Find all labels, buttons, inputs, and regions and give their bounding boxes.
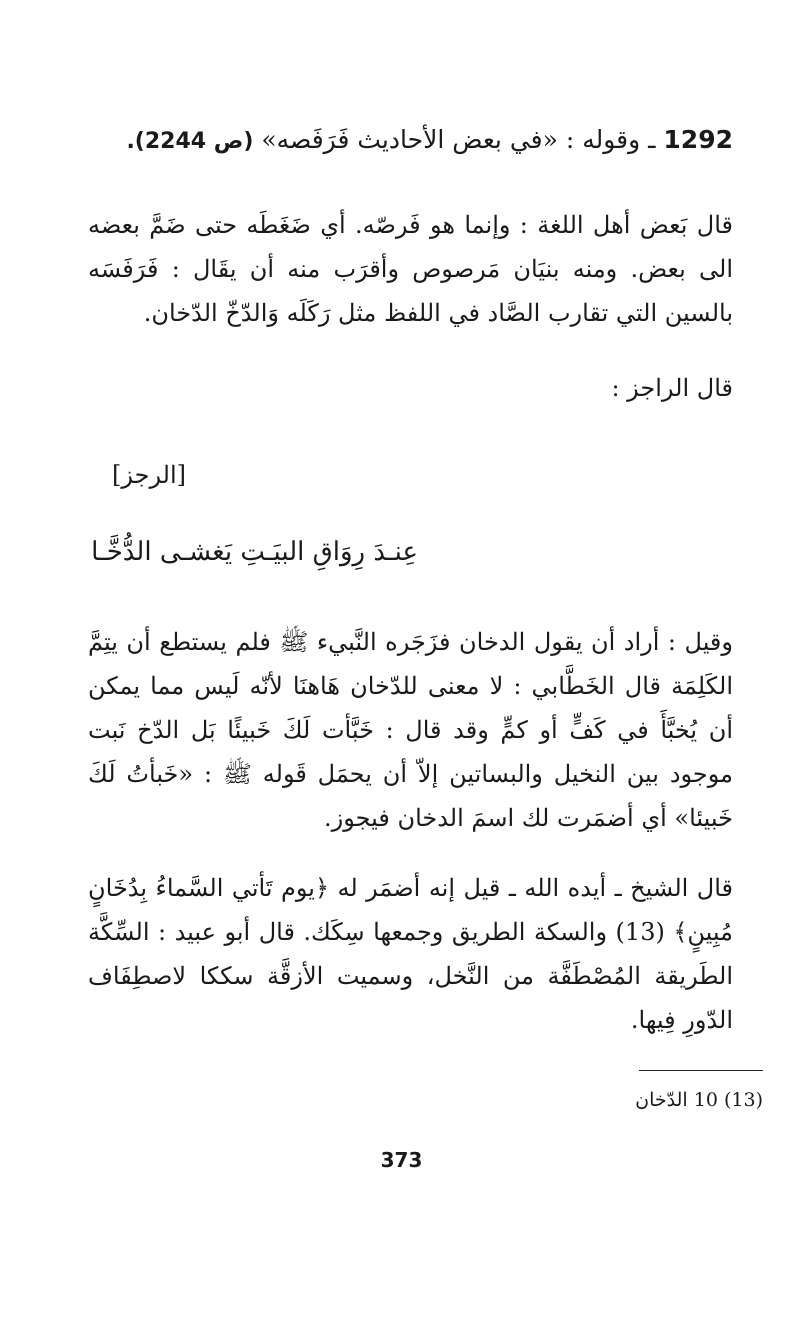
paragraph-lexical-note: قال بَعض أهل اللغة : وإنما هو فَرصّه. أي ضَغَطَه حتى ضَمَّ بعضه الى بعض. ومنه بنيَان مَرصوص وأقرَب منه أن يقَال : فَرَفَسَه بالسين التي تقارب الصَّاد في اللفظ مثل رَكَلَه وَالدّخّ الدّخان. <box>88 211 733 327</box>
page-number: 373 <box>380 1148 423 1172</box>
footnote: (13) 10 الدّخان <box>635 1089 763 1111</box>
paragraph-khattabi: وقيل : أراد أن يقول الدخان فزَجَره النَّبيء ﷺ فلم يستطع أن يتِمَّ الكَلِمَة قال الخَطَّابي : لا معنى للدّخان هَاهنَا لأنّه لَيس مما يمكن أن يُخبَّأَ في كَفٍّ أو كمٍّ وقد قال : خَبَّأت لَكَ خَبيئًا بَل الدّخ نَبت موجود بين النخيل والبساتين إلاّ أن يحمَل قَوله ﷺ : «خَبأتُ لَكَ خَبيئا» أي أضمَرت لك اسمَ الدخان فيجوز. <box>88 628 733 832</box>
meter-label: [الرجز] <box>112 461 187 489</box>
entry-page-ref: (ص 2244). <box>126 129 254 154</box>
entry-number: 1292 <box>663 125 733 154</box>
entry-lead: ـ وقوله : «في بعض الأحاديث فَرَفَصه» <box>253 125 664 154</box>
rajiz-label: قال الراجز : <box>611 374 733 402</box>
entry-heading <box>93 120 733 162</box>
poetry-verse: عِنـدَ رِوَاقِ البيَـتِ يَغشـى الدُّخَّـا <box>91 537 418 567</box>
paragraph-sheikh: قال الشيخ ـ أيده الله ـ قيل إنه أضمَر له ﴿يوم تَأتي السَّماءُ بِدُخَانٍ مُبِينٍ﴾ (13) والسكة الطريق وجمعها سِكَك. قال أبو عبيد : السِّكَّة الطَريقة المُصْطَفَّة من النَّخل، وسميت الأزقَّة سككا لاصطِفَاف الدّورِ فِيها. <box>88 874 733 1034</box>
footnote-divider <box>639 1070 763 1071</box>
